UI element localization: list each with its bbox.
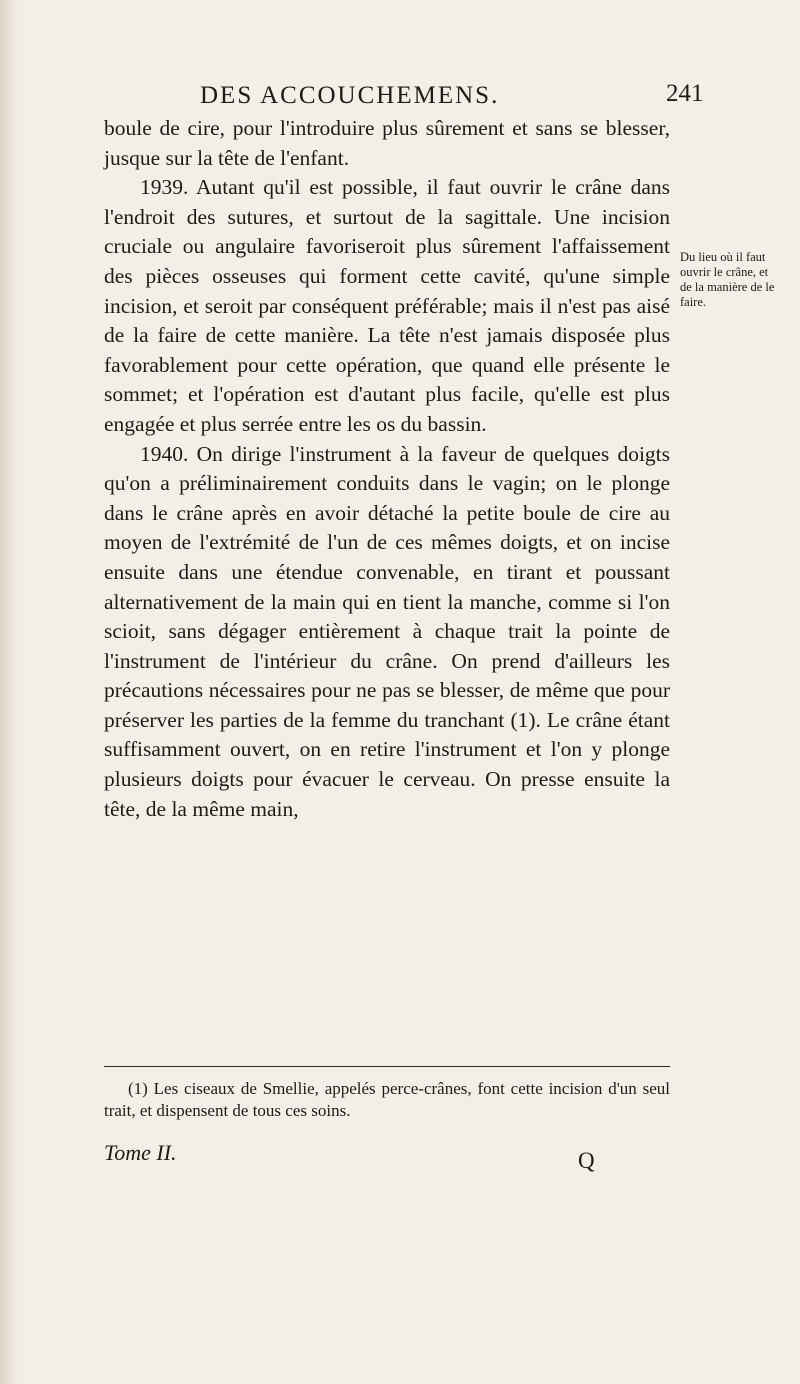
signature-line	[104, 1138, 684, 1182]
paragraph-text: boule de cire, pour l'introduire plus sûrement et sans se blesser, jusque sur la tête de l'enfant.	[104, 116, 670, 170]
page-number: 241	[666, 80, 704, 107]
paragraph	[104, 114, 670, 173]
paragraph-text: Autant qu'il est possible, il faut ouvrir le crâne dans l'endroit des sutures, et surtout de la sagittale. Une incision cruciale ou angulaire favoriseroit plus sûrement l'affaissement des pièces osseuses qui forment cette cavité, qu'une simple incision, et seroit par conséquent préférable; mais il n'est pas aisé de la faire de cette manière. La tête n'est jamais disposée plus favorablement pour cette opération, que quand elle présente le sommet; et l'opération est d'autant plus facile, qu'elle est plus engagée et plus serrée entre les os du bassin.	[104, 175, 670, 436]
paragraph-number: 1939.	[140, 175, 189, 200]
body-text	[104, 114, 670, 824]
paragraph-text: On dirige l'instrument à la faveur de quelques doigts qu'on a préliminairement conduits dans le vagin; on le plonge dans le crâne après en avoir détaché la petite boule de cire au moyen de l'extrémité de l'un de ces mêmes doigts, et on incise ensuite dans une étendue convenable, en tirant et poussant alternativement de la main qui en tient la manche, comme si l'on scioit, sans dégager entièrement à chaque trait la pointe de l'instrument de l'intérieur du crâne. On prend d'ailleurs les précautions nécessaires pour ne pas se blesser, de même que pour préserver les parties de la femme du tranchant (1). Le crâne étant suffisamment ouvert, on en retire l'instrument et l'on y plonge plusieurs doigts pour évacuer le cerveau. On presse ensuite la tête, de la même main,	[104, 441, 671, 821]
paragraph	[104, 440, 670, 825]
footnote-rule	[104, 1066, 670, 1067]
page-edge-shadow	[0, 0, 18, 1384]
running-head: DES ACCOUCHEMENS.	[200, 82, 500, 109]
paragraph-number: 1940.	[140, 441, 189, 466]
paragraph	[104, 173, 670, 439]
marginal-note: Du lieu où il faut ouvrir le crâne, et de la manière de le faire.	[680, 250, 775, 309]
tome-label: Tome II.	[104, 1140, 177, 1165]
footnote: (1) Les ciseaux de Smellie, appelés perce-crânes, font cette incision d'un seul trait, et dispensent de tous ces soins.	[104, 1079, 670, 1120]
signature-mark: Q	[578, 1148, 595, 1173]
